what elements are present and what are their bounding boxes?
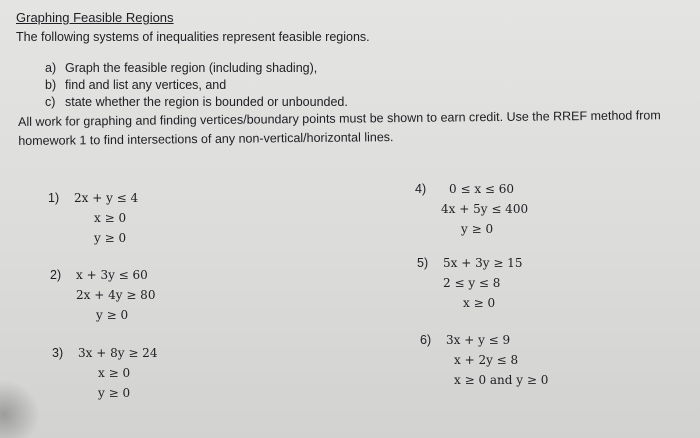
page-title: Graphing Feasible Regions	[16, 10, 174, 25]
inequality: 2x + 4y ≥ 80	[76, 288, 156, 302]
inequality: 3x + y ≤ 9	[446, 333, 511, 347]
inequality: x ≥ 0 and y ≥ 0	[454, 373, 549, 387]
task-item	[45, 77, 348, 94]
problem-number: 2)	[50, 268, 62, 282]
problem-number: 3)	[52, 346, 64, 360]
corner-shadow	[0, 380, 40, 438]
problem-number: 6)	[420, 333, 432, 347]
inequality: 0 ≤ x ≤ 60	[449, 182, 515, 196]
intro-text: The following systems of inequalities represent feasible regions.	[16, 30, 370, 44]
inequality: y ≥ 0	[96, 308, 129, 322]
task-text: Graph the feasible region (including shading),	[65, 61, 318, 75]
task-list	[45, 60, 348, 111]
problem-number: 4)	[415, 182, 427, 196]
task-item	[45, 94, 348, 111]
instructions-note: All work for graphing and finding vertices/boundary points must be shown to earn credit. Use the RREF method from homework 1 to find intersections of any non-vertical/horizontal lines.	[18, 108, 661, 148]
inequality: 4x + 5y ≤ 400	[441, 202, 529, 216]
inequality: x ≥ 0	[94, 211, 127, 225]
task-label: b)	[45, 78, 57, 92]
inequality: y ≥ 0	[98, 386, 131, 400]
problem-number: 1)	[48, 191, 60, 205]
problem-number: 5)	[417, 256, 429, 270]
inequality: y ≥ 0	[461, 222, 494, 236]
inequality: x ≥ 0	[463, 296, 496, 310]
task-item	[45, 60, 348, 77]
inequality: x + 2y ≤ 8	[454, 353, 519, 367]
inequality: y ≥ 0	[94, 231, 127, 245]
task-text: state whether the region is bounded or unbounded.	[65, 95, 348, 109]
inequality: 3x + 8y ≥ 24	[78, 346, 158, 360]
inequality: 2 ≤ y ≤ 8	[443, 276, 501, 290]
task-label: a)	[45, 61, 57, 75]
task-label: c)	[45, 95, 56, 109]
inequality: 5x + 3y ≥ 15	[443, 256, 523, 270]
inequality: x + 3y ≤ 60	[76, 268, 148, 282]
task-text: find and list any vertices, and	[65, 78, 227, 92]
inequality: 2x + y ≤ 4	[74, 191, 139, 205]
inequality: x ≥ 0	[98, 366, 131, 380]
